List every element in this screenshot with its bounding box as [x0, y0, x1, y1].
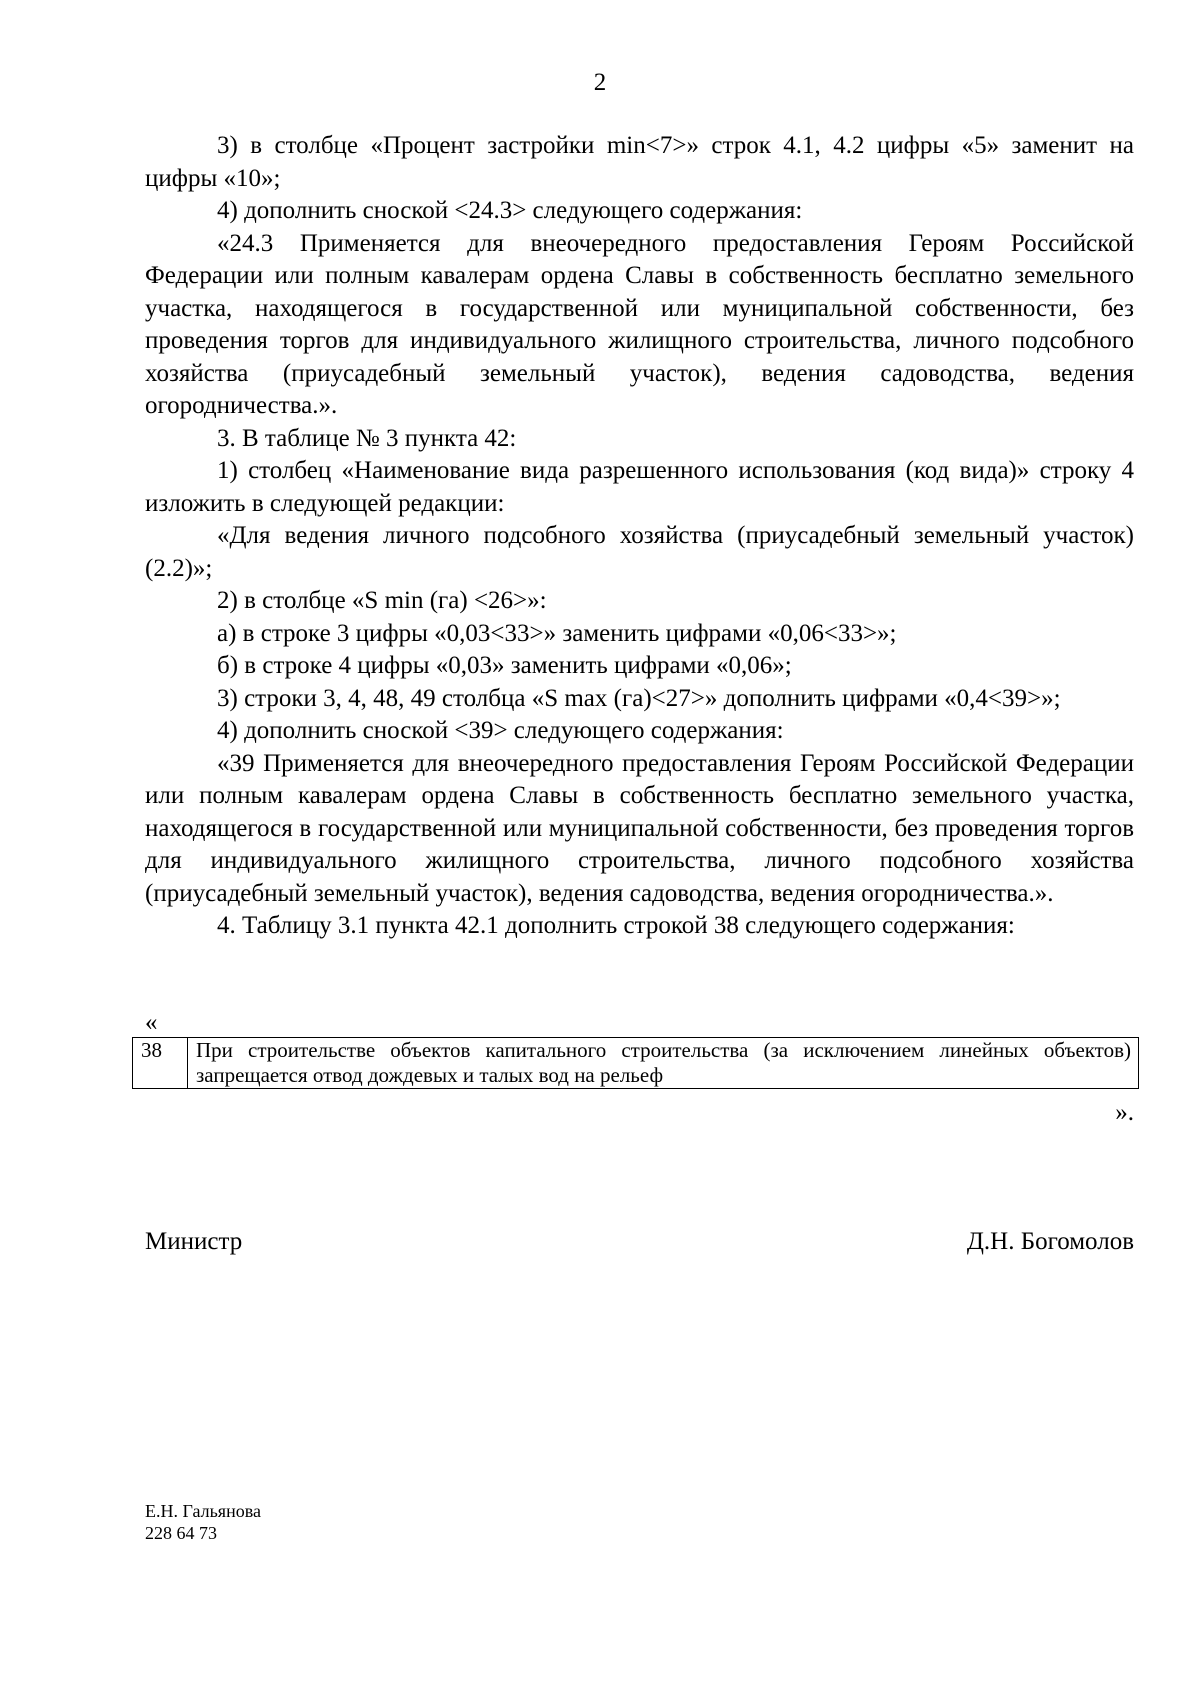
executor-block: [145, 1500, 261, 1544]
paragraph: 4. Таблицу 3.1 пункта 42.1 дополнить строкой 38 следующего содержания:: [217, 912, 1015, 939]
paragraph: 3. В таблице № 3 пункта 42:: [217, 424, 517, 452]
table-open-quote: «: [145, 1009, 158, 1036]
amendment-table: [132, 1037, 1139, 1089]
paragraph: 3) строки 3, 4, 48, 49 столбца «S max (га)<27>» дополнить цифрами «0,4<39>»;: [217, 684, 1061, 712]
paragraph: а) в строке 3 цифры «0,03<33>» заменить цифрами «0,06<33>»;: [217, 619, 897, 647]
paragraph: 2) в столбце «S min (га) <26>»:: [217, 587, 547, 614]
document-body: [145, 130, 1134, 943]
executor-name: Е.Н. Гальянова: [145, 1501, 261, 1521]
paragraph: 3) в столбце «Процент застройки min<7>» строк 4.1, 4.2 цифры «5» заменит на цифры «10»;: [145, 132, 1134, 192]
signatory-name: Д.Н. Богомолов: [966, 1228, 1134, 1255]
paragraph: «24.3 Применяется для внеочередного предоставления Героям Российской Федерации или полным кавалерам ордена Славы в собственность бесплатно земельного участка, находящегося в государственной или муниципальной собственности, без проведения торгов для индивидуального жилищного строительства, личного подсобного хозяйства (приусадебный земельный участок), ведения садоводства, ведения огородничества.».: [145, 229, 1134, 419]
paragraph: 4) дополнить сноской <24.3> следующего содержания:: [217, 197, 803, 224]
signatory-title: Министр: [145, 1228, 243, 1255]
paragraph: «39 Применяется для внеочередного предоставления Героям Российской Федерации или полным кавалерам ордена Славы в собственность бесплатно земельного участка, находящегося в государственной или муниципальной собственности, без проведения торгов для индивидуального жилищного строительства, личного подсобного хозяйства (приусадебный земельный участок), ведения садоводства, ведения огородничества.».: [145, 749, 1134, 907]
paragraph: б) в строке 4 цифры «0,03» заменить цифрами «0,06»;: [217, 652, 792, 679]
row-text-cell: При строительстве объектов капитального строительства (за исключением линейных объектов) запрещается отвод дождевых и талых вод на рельеф: [188, 1038, 1139, 1089]
row-number-cell: 38: [133, 1038, 188, 1089]
table-close-quote: ».: [1115, 1099, 1134, 1126]
paragraph: 1) столбец «Наименование вида разрешенного использования (код вида)» строку 4 изложить в следующей редакции:: [145, 457, 1134, 517]
page-number: 2: [593, 69, 607, 96]
paragraph: 4) дополнить сноской <39> следующего содержания:: [217, 717, 784, 744]
table-row: [133, 1038, 1139, 1089]
paragraph: «Для ведения личного подсобного хозяйства (приусадебный земельный участок) (2.2)»;: [145, 522, 1134, 582]
executor-phone: 228 64 73: [145, 1523, 217, 1543]
